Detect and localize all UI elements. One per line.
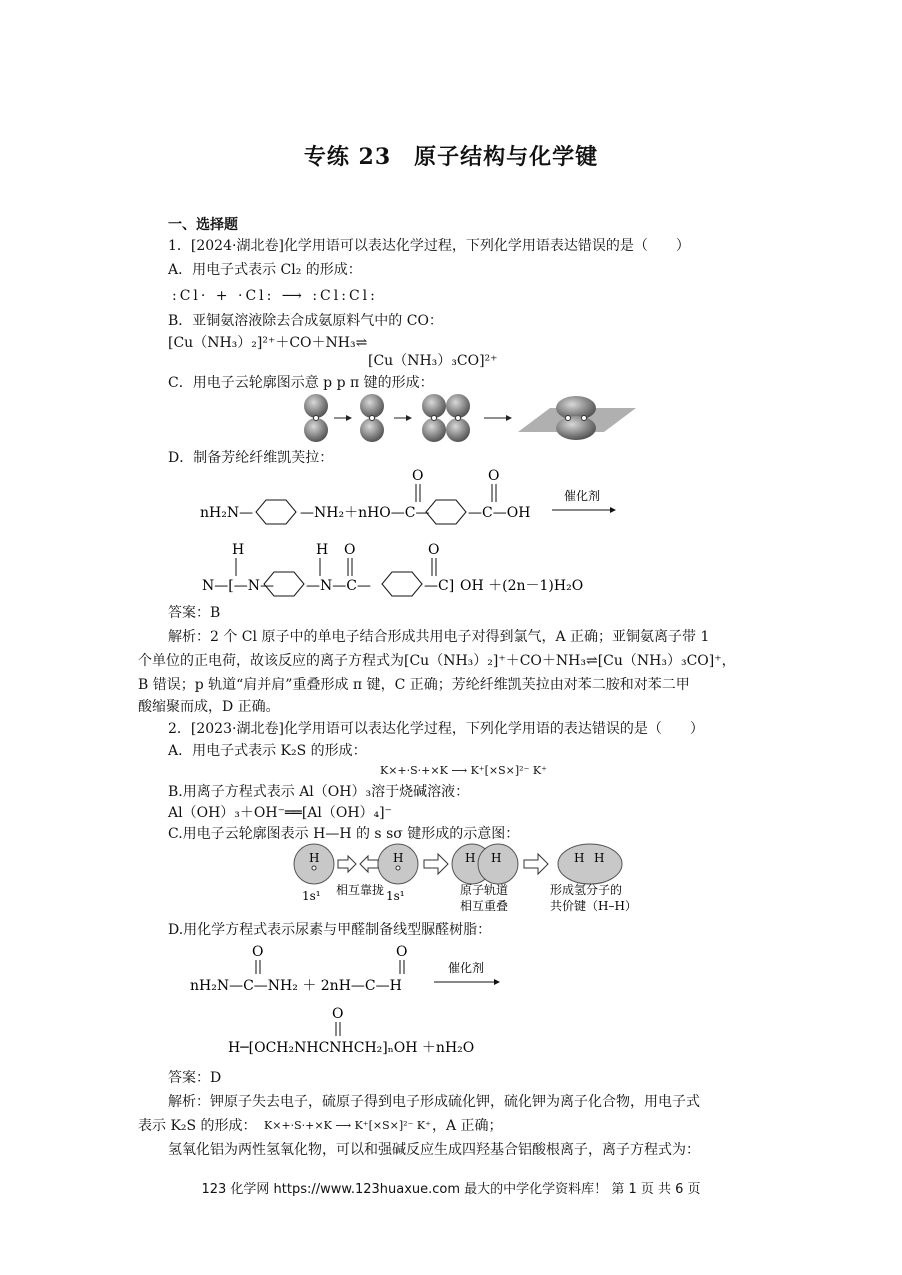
q1-analysis-2: 个单位的正电荷，故该反应的离子方程式为[Cu（NH₃）₂]⁺＋CO＋NH₃⇌[Cu（NH₃）₃CO]⁺， <box>138 653 736 669</box>
q1-d-kevlar-equation <box>196 462 636 602</box>
q2-analysis-k2s-formula: K×+·S·+×K ⟶ K⁺[×S×]²⁻ K⁺ <box>264 1119 431 1132</box>
q1-option-a: A．用电子式表示 Cl₂ 的形成： <box>168 262 362 278</box>
svg-text:O: O <box>412 468 424 484</box>
q1-option-d: D．制备芳纶纤维凯芙拉： <box>168 450 334 466</box>
c-label-bond-1: 形成氢分子的 <box>550 883 623 897</box>
q2-b-eq: Al（OH）₃＋OH⁻══[Al（OH）₄]⁻ <box>168 805 393 821</box>
benzene-ring-icon <box>426 500 466 524</box>
d-catalyst: 催化剂 <box>448 961 485 975</box>
arrow-right-icon <box>424 854 448 874</box>
svg-text:H: H <box>465 851 476 865</box>
q1-option-b: B．亚铜氨溶液除去合成氨原料气中的 CO： <box>168 313 443 329</box>
d-reactant-2: —NH₂＋nHO—C— <box>300 505 430 521</box>
benzene-ring-icon <box>256 500 296 524</box>
q2-option-b: B.用离子方程式表示 Al（OH）₃溶于烧碱溶液： <box>168 784 470 800</box>
svg-text:H: H <box>491 851 502 865</box>
svg-text:H: H <box>316 542 329 558</box>
q2-d-urea-equation <box>186 942 516 1062</box>
q2-option-c: C.用电子云轮廓图表示 H—H 的 s sσ 键形成的示意图： <box>168 826 520 842</box>
q2-a-formula: K×+·S·+×K ⟶ K⁺[×S×]²⁻ K⁺ <box>380 764 547 777</box>
q1-c-pi-bond-diagram <box>288 392 638 444</box>
d-products: H─[OCH₂NHCNHCH₂]ₙOH ＋nH₂O <box>228 1040 475 1056</box>
q1-analysis-4: 酸缩聚而成，D 正确。 <box>138 699 280 715</box>
svg-text:H: H <box>393 851 404 865</box>
q2-c-sigma-bond-diagram <box>292 842 652 920</box>
page-title: 专练 23 原子结构与化学键 <box>303 144 599 170</box>
arrow-right-icon <box>524 854 548 874</box>
q1-option-c: C．用电子云轮廓图示意 p p π 键的形成： <box>168 375 434 391</box>
q2-answer: 答案：D <box>168 1070 222 1086</box>
pi-bond-icon <box>518 396 636 440</box>
svg-text:O: O <box>252 944 264 960</box>
svg-text:O: O <box>344 542 356 558</box>
q1-b-eq1: [Cu（NH₃）₂]²⁺＋CO＋NH₃⇌ <box>168 335 368 351</box>
overlap-orbitals-icon <box>422 394 470 442</box>
q2-stem: 2．[2023·湖北卷]化学用语可以表达化学过程，下列化学用语的表达错误的是（ ） <box>168 721 704 737</box>
q1-stem: 1．[2024·湖北卷]化学用语可以表达化学过程，下列化学用语表达错误的是（ ） <box>168 238 690 254</box>
q2-analysis-3: 氢氧化铝为两性氢氧化物，可以和强碱反应生成四羟基合铝酸根离子，离子方程式为： <box>168 1142 700 1158</box>
q1-analysis-1: 解析：2 个 Cl 原子中的单电子结合形成共用电子对得到氯气，A 正确；亚铜氨离子带 1 <box>168 629 710 645</box>
q2-analysis-2: 表示 K₂S 的形成： <box>138 1118 257 1134</box>
q1-a-formula: :Cl· + ·Cl: ⟶ :Cl:Cl: <box>172 288 378 304</box>
c-label-overlap-2: 相互重叠 <box>460 899 509 913</box>
c-label-1s-left: 1s¹ <box>302 889 321 903</box>
svg-text:O: O <box>396 944 408 960</box>
svg-text:O: O <box>332 1006 344 1022</box>
q1-b-eq2: [Cu（NH₃）₃CO]²⁺ <box>368 353 498 369</box>
c-label-approach: 相互靠拢 <box>336 883 385 897</box>
svg-text:H: H <box>232 542 245 558</box>
svg-text:H: H <box>574 851 585 865</box>
arrow-left-icon <box>360 856 378 872</box>
d-catalyst: 催化剂 <box>564 489 601 503</box>
svg-text:O: O <box>428 542 440 558</box>
q2-option-d: D.用化学方程式表示尿素与甲醛制备线型脲醛树脂： <box>168 922 492 938</box>
q2-option-a: A．用电子式表示 K₂S 的形成： <box>168 743 367 759</box>
q1-analysis-3: B 错误；p 轨道“肩并肩”重叠形成 π 键，C 正确；芳纶纤维凯芙拉由对苯二胺和对苯二甲 <box>138 677 690 693</box>
svg-text:H: H <box>594 851 605 865</box>
d-product-tail: OH ＋(2n－1)H₂O <box>460 578 584 594</box>
arrow-right-icon <box>338 856 356 872</box>
svg-text:N—[—N—: N—[—N— <box>202 578 274 594</box>
q2-analysis-1: 解析：钾原子失去电子，硫原子得到电子形成硫化钾，硫化钾为离子化合物，用电子式 <box>168 1094 700 1110</box>
c-label-overlap-1: 原子轨道 <box>460 883 509 897</box>
svg-text:—C]: —C] <box>424 578 455 594</box>
q2-analysis-2b: ，A 正确； <box>432 1118 503 1134</box>
svg-text:H: H <box>309 851 320 865</box>
d-reactants: nH₂N—C—NH₂ ＋ 2nH—C—H <box>190 978 402 994</box>
page-footer: 123 化学网 https://www.123huaxue.com 最大的中学化学资料库！ 第 1 页 共 6 页 <box>201 1182 701 1197</box>
d-reactant-1: nH₂N— <box>200 505 254 521</box>
section-heading: 一、选择题 <box>168 217 238 233</box>
q1-answer: 答案：B <box>168 605 221 621</box>
c-label-1s-right: 1s¹ <box>386 889 405 903</box>
c-label-bond-2: 共价键（H–H） <box>550 899 637 913</box>
p-orbital-1-icon <box>304 394 328 442</box>
d-reactant-3: —C—OH <box>468 505 531 521</box>
p-orbital-2-icon <box>360 394 384 442</box>
benzene-ring-icon <box>382 572 422 596</box>
svg-text:O: O <box>488 468 500 484</box>
svg-text:—N—C—: —N—C— <box>306 578 371 594</box>
